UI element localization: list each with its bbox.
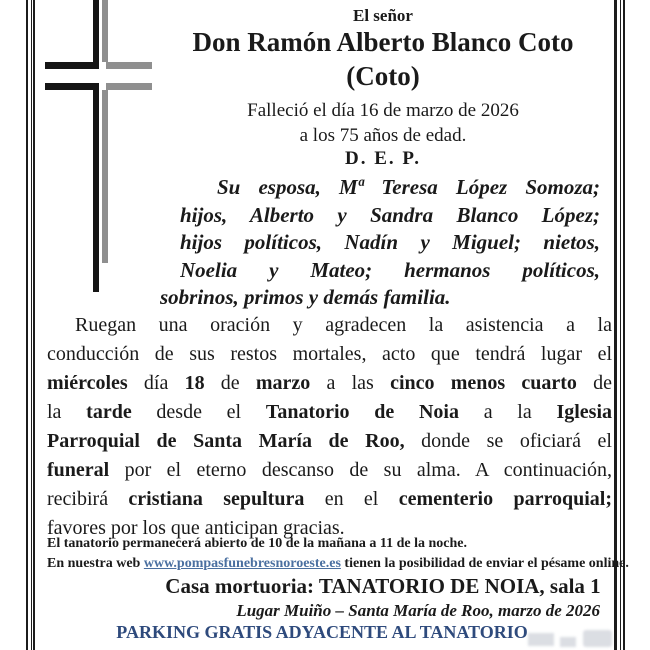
cross-vertical-bottom-gray	[102, 90, 108, 263]
cross-arm-lower-gray	[106, 83, 152, 90]
announcement-line: la tarde desde el Tanatorio de Noia a la Iglesia	[47, 401, 612, 423]
announcement-paragraph	[47, 311, 612, 543]
deceased-name: Don Ramón Alberto Blanco Coto	[192, 27, 574, 57]
announcement-line: recibirá cristiana sepultura en el cementerio parroquial;	[47, 488, 612, 510]
web-line-prefix: En nuestra web	[47, 556, 144, 571]
cross-vertical-top-gray	[102, 0, 108, 62]
left-border-inner-line	[33, 0, 35, 650]
web-condolences-line	[47, 556, 629, 572]
left-border-middle-line	[31, 0, 32, 650]
cross-arm-lower-black	[45, 83, 99, 90]
left-border-outer-line	[26, 0, 28, 650]
family-line: Noelia y Mateo; hermanos políticos,	[180, 257, 600, 282]
announcement-line: funeral por el eterno descanso de su alma. A continuación,	[47, 459, 612, 481]
tanatorio-hours-line: El tanatorio permanecerá abierto de 10 de la mañana a 11 de la noche.	[47, 536, 467, 551]
right-border-outer-line	[623, 0, 625, 650]
death-date-line: Falleció el día 16 de marzo de 2026	[247, 100, 519, 121]
web-line-suffix: tienen la posibilidad de enviar el pésame online.	[340, 556, 629, 571]
age-line: a los 75 años de edad.	[299, 125, 467, 146]
parking-notice: PARKING GRATIS ADYACENTE AL TANATORIO	[116, 622, 528, 642]
family-line: hijos políticos, Nadín y Miguel; nietos,	[180, 230, 600, 254]
right-border-middle-line	[620, 0, 621, 650]
deceased-alias: (Coto)	[346, 61, 420, 91]
family-line: sobrinos, primos y demás familia.	[160, 285, 451, 309]
honorific: El señor	[353, 6, 413, 25]
place-and-date-line: Lugar Muiño – Santa María de Roo, marzo de 2026	[236, 601, 600, 620]
cross-arm-upper-black	[45, 62, 99, 69]
dep-abbreviation: D. E. P.	[344, 148, 421, 169]
family-line: hijos, Alberto y Sandra Blanco López;	[180, 202, 600, 227]
announcement-line: conducción de sus restos mortales, acto que tendrá lugar el	[47, 343, 612, 365]
announcement-line: favores por los que anticipan gracias.	[47, 517, 345, 539]
announcement-line: Ruegan una oración y agradecen la asistencia a la	[75, 314, 612, 336]
cross-vertical-bottom-black	[93, 90, 99, 292]
family-line: Su esposa, Mª Teresa López Somoza;	[217, 175, 600, 199]
mortuary-house-line: Casa mortuoria: TANATORIO DE NOIA, sala 1	[165, 574, 601, 598]
family-block	[160, 174, 600, 312]
announcement-line: Parroquial de Santa María de Roo, donde se oficiará el	[47, 430, 612, 452]
cross-vertical-top-black	[93, 0, 99, 62]
announcement-line: miércoles día 18 de marzo a las cinco menos cuarto de	[47, 372, 612, 394]
cross-arm-upper-gray	[106, 62, 152, 69]
right-border-inner-line	[614, 0, 617, 650]
funeral-home-website-link[interactable]: www.pompasfunebresnoroeste.es	[143, 556, 341, 571]
